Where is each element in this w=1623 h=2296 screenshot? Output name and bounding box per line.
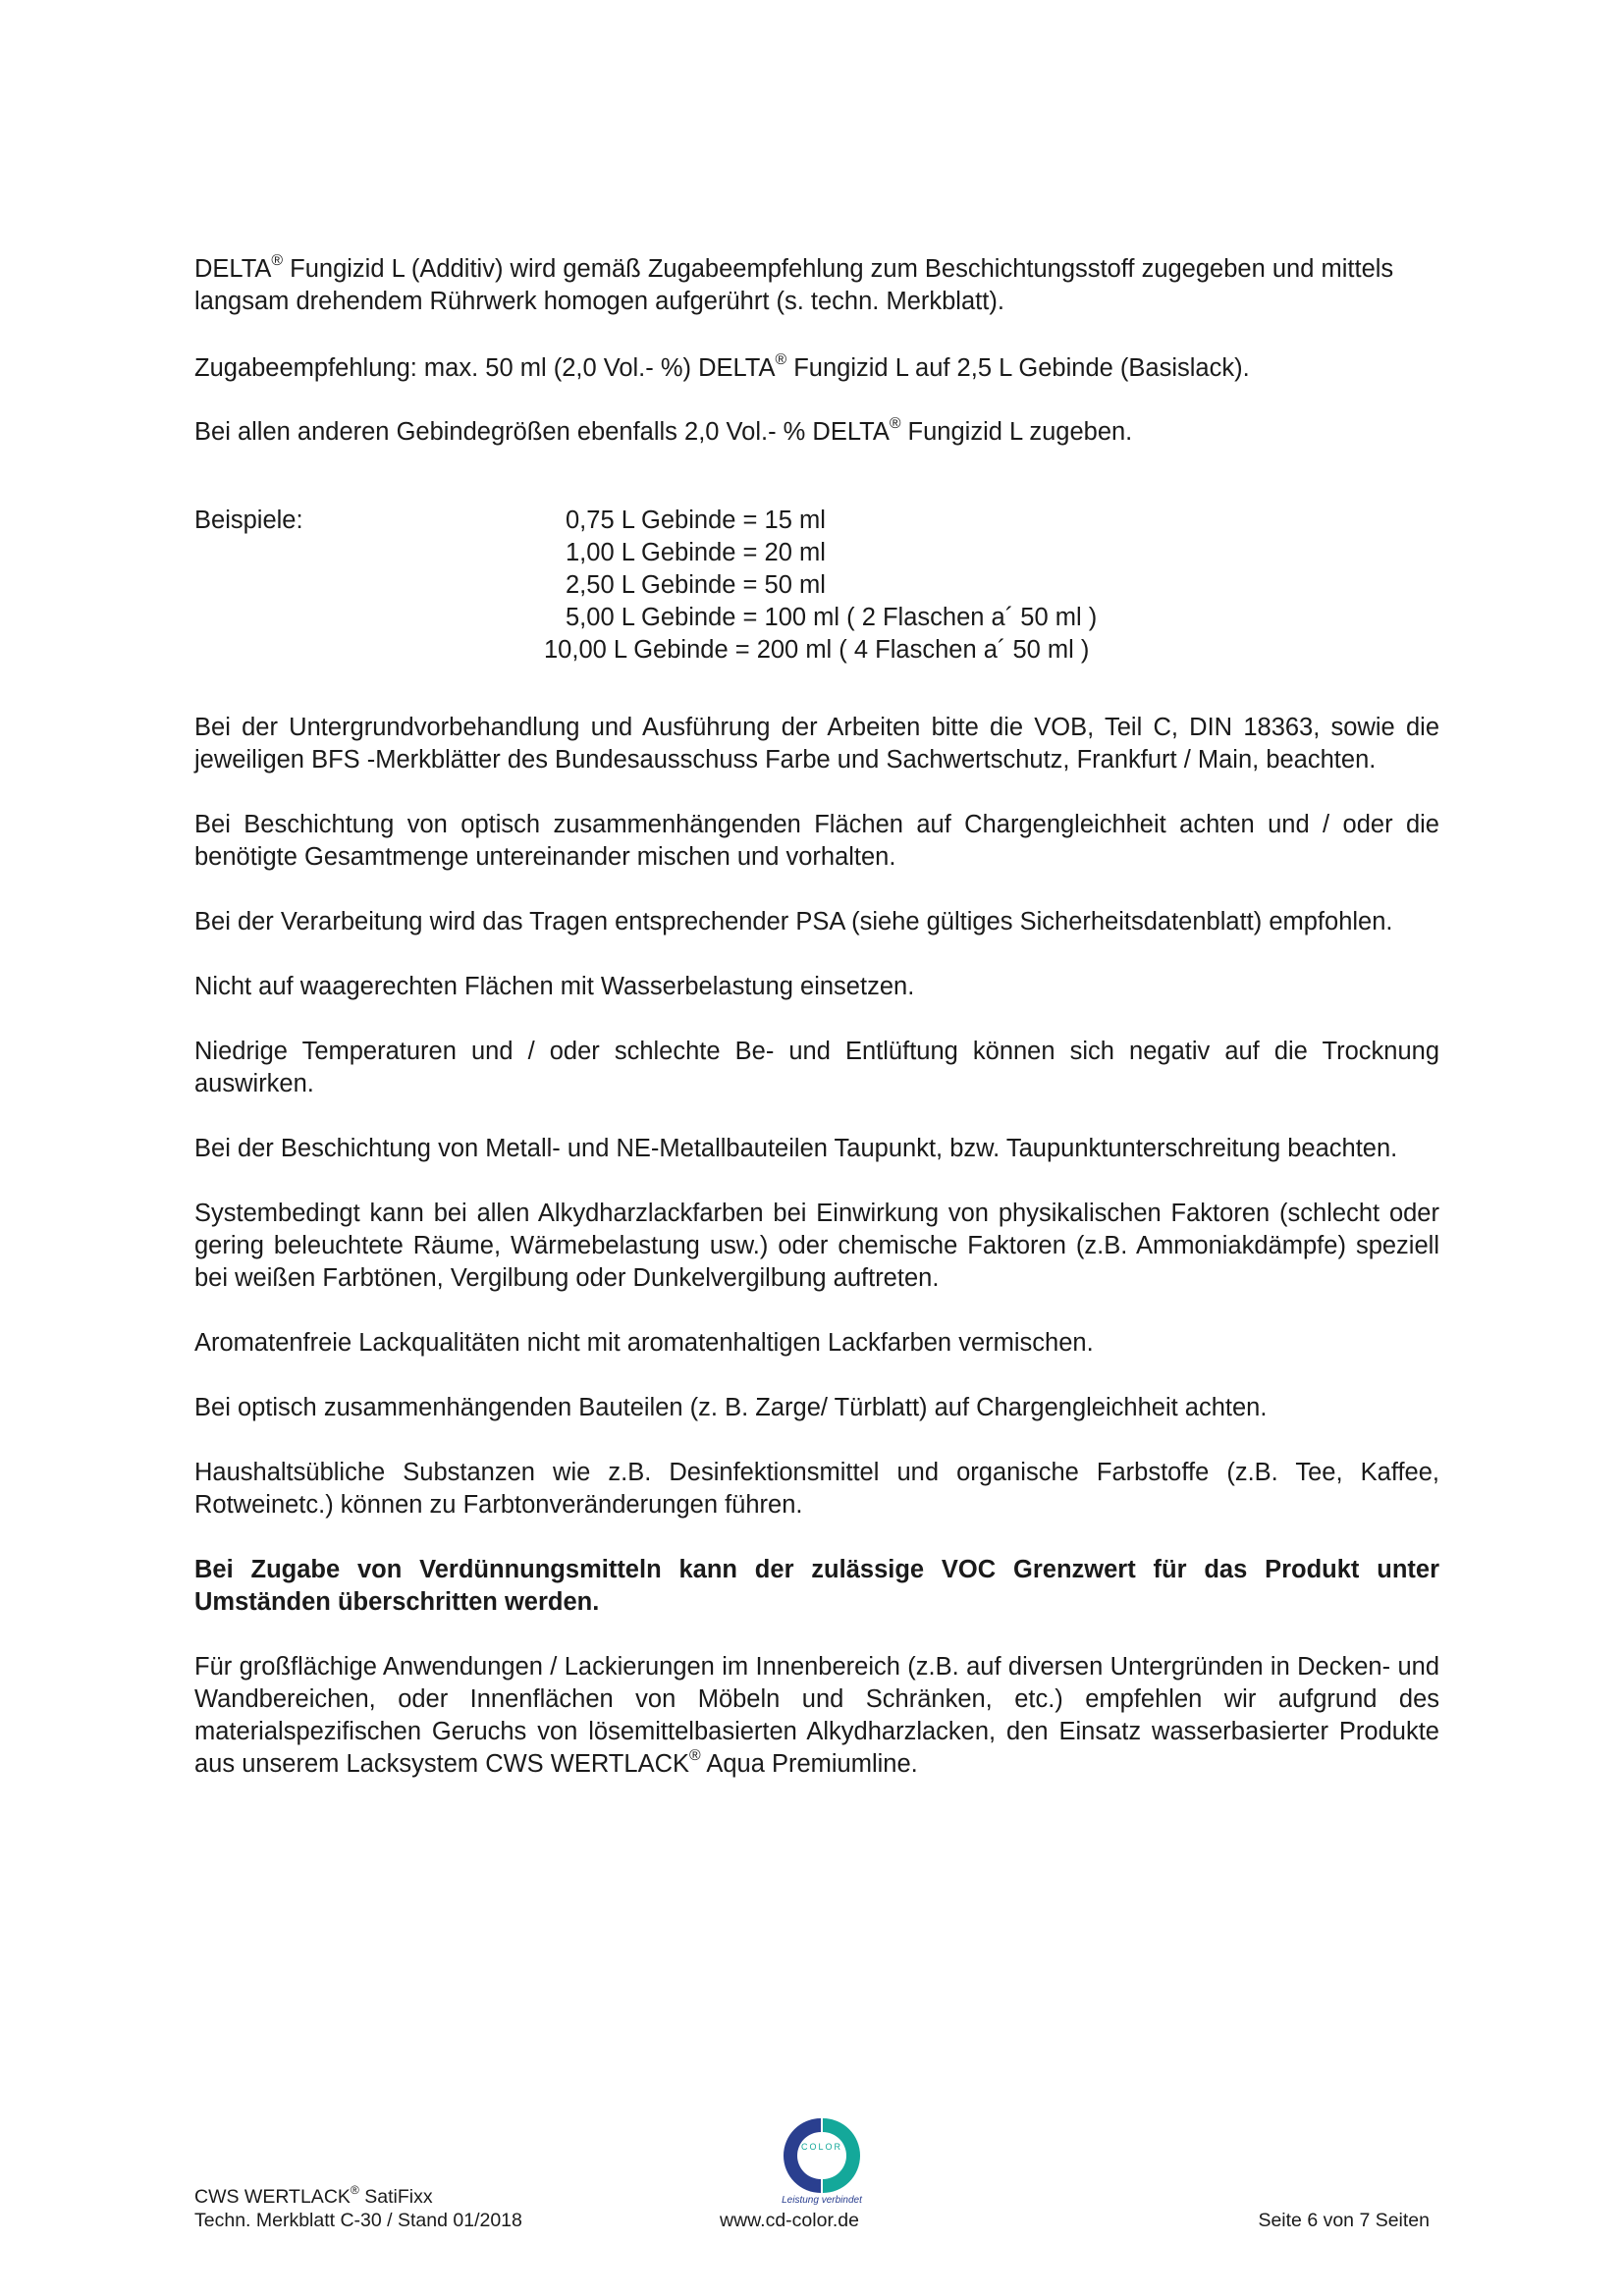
paragraph-yellowing: Systembedingt kann bei allen Alkydharzlackfarben bei Einwirkung von physikalischen Faktoren (schlecht oder gering beleuchtete Räume, Wärmebelastung usw.) oder chemische Faktoren (z.B. Ammoniakdämpfe) speziell bei weißen Farbtönen, Vergilbung oder Dunkelvergilbung auftreten. xyxy=(194,1200,1439,1292)
company-logo xyxy=(752,2099,890,2205)
example-item: 1,00 L Gebinde = 20 ml xyxy=(566,539,826,566)
examples-label: Beispiele: xyxy=(194,507,303,534)
paragraph-dosage-recommendation: Zugabeempfehlung: max. 50 ml (2,0 Vol.- %) DELTA® Fungizid L auf 2,5 L Gebinde (Basislack). xyxy=(194,351,1250,382)
paragraph-aromatics: Aromatenfreie Lackqualitäten nicht mit aromatenhaltigen Lackfarben vermischen. xyxy=(194,1329,1094,1357)
paragraph-voc-warning: Bei Zugabe von Verdünnungsmitteln kann der zulässige VOC Grenzwert für das Produkt unter Umständen überschritten werden. xyxy=(194,1556,1439,1616)
example-item: 10,00 L Gebinde = 200 ml ( 4 Flaschen a´ 50 ml ) xyxy=(544,636,1090,664)
paragraph-vob: Bei der Untergrundvorbehandlung und Ausführung der Arbeiten bitte die VOB, Teil C, DIN 18363, sowie die jeweiligen BFS -Merkblätter des Bundesausschuss Farbe und Sachwertschutz, Frankfurt / Main, beachten. xyxy=(194,714,1439,774)
example-item: 2,50 L Gebinde = 50 ml xyxy=(566,571,826,599)
paragraph-fungizid-intro: DELTA® Fungizid L (Additiv) wird gemäß Zugabeempfehlung zum Beschichtungsstoff zugegeben und mittels langsam drehendem Rührwerk homogen aufgerührt (s. techn. Merkblatt). xyxy=(194,252,1394,315)
registered-mark: ® xyxy=(889,415,901,433)
paragraph-water: Nicht auf waagerechten Flächen mit Wasserbelastung einsetzen. xyxy=(194,973,915,1000)
footer-page-number: Seite 6 von 7 Seiten xyxy=(1258,2210,1430,2231)
paragraph-temperature: Niedrige Temperaturen und / oder schlechte Be- und Entlüftung können sich negativ auf die Trocknung auswirken. xyxy=(194,1038,1439,1097)
paragraph-dewpoint: Bei der Beschichtung von Metall- und NE-Metallbauteilen Taupunkt, bzw. Taupunktunterschreitung beachten. xyxy=(194,1135,1398,1162)
registered-mark: ® xyxy=(350,2182,359,2197)
logo-color-text: COLOR xyxy=(800,2142,843,2152)
paragraph-psa: Bei der Verarbeitung wird das Tragen entsprechender PSA (siehe gültiges Sicherheitsdatenblatt) empfohlen. xyxy=(194,908,1393,935)
paragraph-other-sizes: Bei allen anderen Gebindegrößen ebenfalls 2,0 Vol.- % DELTA® Fungizid L zugeben. xyxy=(194,415,1133,446)
logo-tagline: Leistung verbindet xyxy=(782,2195,862,2205)
paragraph-recommendation: Für großflächige Anwendungen / Lackierungen im Innenbereich (z.B. auf diversen Untergründen in Decken- und Wandbereichen, oder Innenflächen von Möbeln und Schränken, etc.) empfehlen wir aufgrund des materialspezifischen Geruchs von lösemittelbasierten Alkydharzlacken, den Einsatz wasserbasierter Produkte aus unserem Lacksystem CWS WERTLACK® Aqua Premiumline. xyxy=(194,1653,1439,1778)
document-body xyxy=(194,253,1439,1781)
registered-mark: ® xyxy=(775,351,787,369)
paragraph-charge: Bei Beschichtung von optisch zusammenhängenden Flächen auf Chargengleichheit achten und / oder die benötigte Gesamtmenge untereinander mischen und vorhalten. xyxy=(194,811,1439,871)
examples-list xyxy=(544,505,1098,667)
footer-sheet: Techn. Merkblatt C-30 / Stand 01/2018 xyxy=(194,2210,522,2231)
paragraph-household: Haushaltsübliche Substanzen wie z.B. Desinfektionsmittel und organische Farbstoffe (z.B. Tee, Kaffee, Rotweinetc.) können zu Farbtonveränderungen führen. xyxy=(194,1459,1439,1519)
registered-mark: ® xyxy=(271,252,284,270)
registered-mark: ® xyxy=(689,1747,701,1765)
footer-product-info: CWS WERTLACK® SatiFixx Techn. Merkblatt C-30 / Stand 01/2018 xyxy=(194,2182,522,2231)
footer-website: www.cd-color.de xyxy=(720,2210,859,2231)
cd-color-logo-icon xyxy=(752,2099,890,2205)
example-item: 5,00 L Gebinde = 100 ml ( 2 Flaschen a´ 50 ml ) xyxy=(566,604,1098,631)
paragraph-components: Bei optisch zusammenhängenden Bauteilen (z. B. Zarge/ Türblatt) auf Chargengleichheit achten. xyxy=(194,1394,1268,1421)
examples-block xyxy=(194,505,1439,671)
example-item: 0,75 L Gebinde = 15 ml xyxy=(566,507,826,534)
